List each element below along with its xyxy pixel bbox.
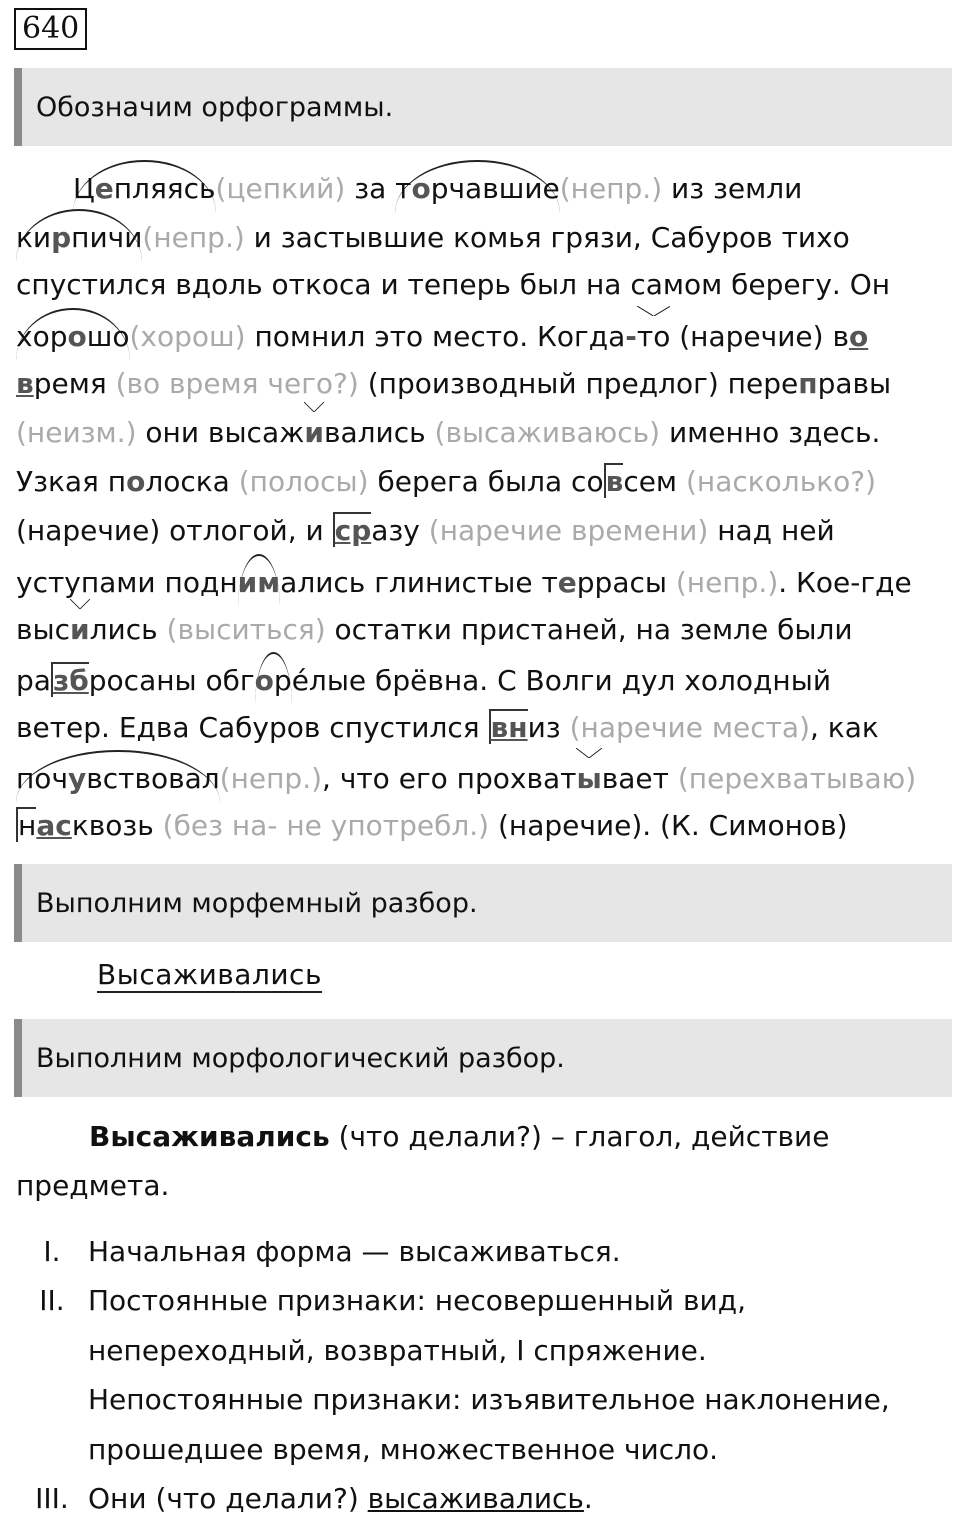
- exercise-number: 640: [14, 8, 87, 50]
- list-item: III. Они (что делали?) высаживались.: [35, 1482, 593, 1516]
- list-item: I. Начальная форма — высаживаться.: [43, 1235, 621, 1268]
- morpheme-word: Высаживались: [97, 958, 322, 991]
- text-line: (неизм.) они высаживались (высаживаюсь) именно здесь.: [16, 408, 956, 457]
- morphology-list: [16, 1227, 956, 1523]
- text-line: (наречие) отлогой, и сразу (наречие времени) над ней: [16, 514, 835, 548]
- morpheme-analysis-word: [97, 958, 322, 991]
- text-line: Узкая полоска (полосы) берега была совсем (насколько?): [16, 465, 877, 499]
- text-line: насквозь (без на- не употребл.) (наречие). (К. Симонов): [18, 809, 848, 843]
- text-line: кирпичи(непр.) и застывшие комья грязи, Сабуров тихо: [16, 211, 956, 260]
- text-line: почувствовал(непр.), что его прохватывает (перехватываю): [16, 752, 956, 801]
- text-line: спустился вдоль откоса и теперь был на самом берегу. Он: [16, 268, 891, 302]
- section-header-orthograms: [14, 68, 952, 146]
- text-line: хорошо(хорош) помнил это место. Когда-то (наречие) во: [16, 310, 956, 359]
- morphology-lead: [16, 1112, 956, 1210]
- text-line: уступами поднимались глинистые террасы (непр.). Кое-где: [16, 556, 956, 605]
- text-line: ветер. Едва Сабуров спустился вниз (наречие места), как: [16, 711, 879, 745]
- section-header-morphology: [14, 1019, 952, 1097]
- section-title: Выполним морфемный разбор.: [36, 887, 478, 919]
- section-title: Обозначим орфограммы.: [36, 91, 394, 123]
- text-line: время (во время чего?) (производный предлог) переправы: [16, 366, 892, 400]
- section-header-morpheme: [14, 864, 952, 942]
- list-item: прошедшее время, множественное число.: [88, 1432, 719, 1466]
- text-line: Высаживались (что делали?) – глагол, действие: [89, 1120, 830, 1153]
- text-line: предмета.: [16, 1169, 170, 1203]
- text-line: Цепляясь(цепкий) за торчавшие(непр.) из земли: [16, 162, 956, 211]
- list-item: Непостоянные признаки: изъявительное наклонение,: [88, 1383, 890, 1417]
- text-paragraph: [16, 162, 956, 851]
- list-item: II. Постоянные признаки: несовершенный вид,: [39, 1284, 746, 1318]
- text-line: высились (выситься) остатки пристаней, на земле были: [16, 605, 956, 654]
- section-title: Выполним морфологический разбор.: [36, 1042, 565, 1074]
- text-line: разбросаны обгорéлые брёвна. С Волги дул холодный: [16, 654, 956, 703]
- list-item: непереходный, возвратный, I спряжение.: [88, 1333, 707, 1367]
